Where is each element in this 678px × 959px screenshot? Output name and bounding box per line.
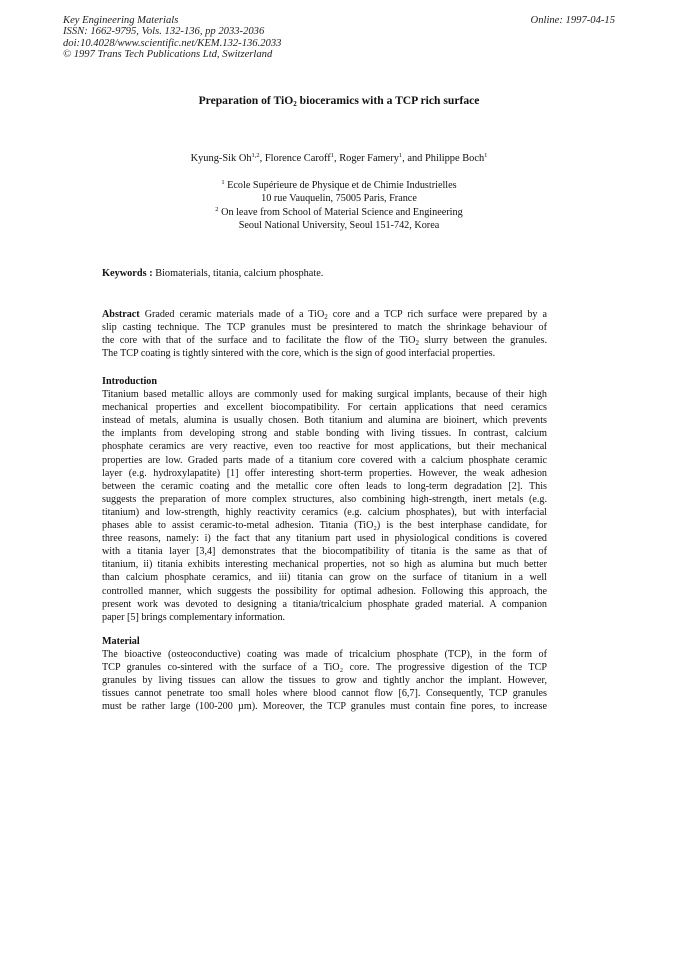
abstract-text: the core with that of the surface and to facilitate the flow of the TiO bbox=[102, 335, 416, 347]
body-line: present work was devoted to designing a titania/tricalcium phosphate graded material. A companion bbox=[102, 598, 547, 610]
affiliation-2-line-1 bbox=[0, 206, 678, 219]
body-line: Titanium based metallic alloys are commonly used for making surgical implants, because of their high bbox=[102, 389, 547, 401]
author-affil-mark: 1 bbox=[398, 152, 403, 159]
author-separator: , and bbox=[402, 153, 425, 164]
abstract bbox=[102, 308, 547, 360]
author-separator: , bbox=[259, 153, 265, 164]
affil-mark: 2 bbox=[215, 205, 219, 213]
body-line: controlled manner, which suggests the possibility for optimal adhesion. Following this approach, the bbox=[102, 585, 547, 597]
affil-mark: 1 bbox=[221, 179, 225, 186]
body-line: the implants from developing strong and stable bonding with living tissues. In contrast, calcium bbox=[102, 428, 547, 440]
author bbox=[425, 153, 487, 164]
affil-text: Ecole Supérieure de Physique et de Chimie Industrielles bbox=[224, 180, 457, 191]
author-name: Philippe Boch bbox=[424, 153, 485, 164]
journal-copyright: © 1997 Trans Tech Publications Ltd, Switzerland bbox=[63, 49, 273, 61]
journal-name: Key Engineering Materials bbox=[63, 15, 179, 26]
author-affil-mark: 1 bbox=[484, 152, 488, 159]
abstract-text: slurry between the granules. bbox=[418, 335, 547, 347]
journal-header bbox=[63, 15, 281, 61]
paper-title bbox=[0, 94, 678, 107]
body-line: than calcium phosphate ceramics, and iii) titania can grow on the surface of titanium in a well bbox=[102, 572, 547, 584]
abstract-subscript: 2 bbox=[324, 313, 328, 321]
keywords-label: Keywords : bbox=[102, 268, 156, 279]
body-line: titanium, ii) titania exhibits interesting mechanical properties, not so high as alumina but much better bbox=[102, 559, 547, 571]
abstract-text: Graded ceramic materials made of a TiO bbox=[139, 309, 325, 320]
abstract-text: core and a TCP rich surface were prepared by a bbox=[327, 309, 547, 320]
author-separator: , bbox=[333, 153, 340, 164]
abstract-line bbox=[102, 308, 547, 321]
body-line: must be rather large (100-200 µm). Moreover, the TCP granules must contain fine pores, to increase bbox=[102, 701, 547, 713]
introduction-heading: Introduction bbox=[102, 376, 157, 387]
author-name: Kyung-Sik Oh bbox=[190, 153, 252, 164]
author-list bbox=[0, 153, 678, 164]
body-line: three reasons, namely: i) the fact that any titanium part used in physiological conditions is covered bbox=[102, 533, 547, 545]
introduction-section bbox=[102, 375, 547, 624]
journal-issn: ISSN: 1662-9795, Vols. 132-136, pp 2033-2036 bbox=[63, 26, 265, 38]
keywords bbox=[102, 268, 323, 279]
body-line: TCP granules co-sintered with the surface of a TiO₂ core. The progressive digestion of the TCP bbox=[102, 662, 547, 674]
author-affil-mark: 1 bbox=[330, 152, 334, 159]
body-line: with a titania layer [3,4] demonstrates that the biocompatibility of titania is the same as that of bbox=[102, 546, 547, 558]
author bbox=[265, 153, 339, 164]
affil-text: On leave from School of Material Science and Engineering bbox=[218, 206, 463, 218]
abstract-line bbox=[102, 334, 547, 347]
body-line: instead of metals, alumina is usually chosen. Both titanium and alumina are bioinert, which prevents bbox=[102, 415, 547, 427]
body-line: granules by living tissues can allow the tissues to grow and tightly anchor the implant. However, bbox=[102, 675, 547, 687]
material-section bbox=[102, 635, 547, 714]
body-line: paper [5] brings complementary information. bbox=[102, 611, 286, 623]
affiliation-2-line-2: Seoul National University, Seoul 151-742, Korea bbox=[238, 220, 440, 232]
body-line: phases able to assist ceramic-to-metal adhesion. Titania (TiO₂) is the best interphase candidate, for bbox=[102, 520, 547, 532]
title-text-b: bioceramics with a TCP rich surface bbox=[296, 94, 480, 107]
author bbox=[339, 153, 425, 164]
body-line: The bioactive (osteoconductive) coating was made of tricalcium phosphate (TCP), in the form of bbox=[102, 649, 547, 661]
affiliations bbox=[0, 179, 678, 233]
body-line: layer (e.g. hydroxylapatite) [1] offer interesting short-term properties. However, the weak adhesion bbox=[102, 467, 547, 479]
body-line: between the ceramic coating and the metallic core often leads to long-term degradation [2]. This bbox=[102, 480, 547, 492]
keywords-text: Biomaterials, titania, calcium phosphate. bbox=[155, 268, 324, 279]
title-text-a: Preparation of TiO bbox=[198, 94, 294, 107]
abstract-line: The TCP coating is tightly sintered with the core, which is the sign of good interfacial properties. bbox=[102, 348, 496, 360]
affiliation-1-line-2: 10 rue Vauquelin, 75005 Paris, France bbox=[261, 193, 417, 205]
author bbox=[191, 153, 265, 164]
title-subscript: 2 bbox=[293, 100, 297, 108]
author-name: Florence Caroff bbox=[264, 153, 331, 164]
body-line: titanium) and low-strength, highly reactivity ceramics (e.g. calcium phosphates), but with interfacial bbox=[102, 506, 547, 518]
online-date: Online: 1997-04-15 bbox=[530, 15, 615, 26]
affiliation-1-line-1 bbox=[0, 179, 678, 192]
author-name: Roger Famery bbox=[339, 153, 399, 164]
body-line: properties are low. Graded parts made of a titanium core covered with a calcium phosphate ceramic bbox=[102, 454, 547, 466]
abstract-subscript: 2 bbox=[415, 339, 419, 348]
material-heading: Material bbox=[102, 636, 140, 647]
abstract-label: Abstract bbox=[102, 309, 140, 320]
body-line: suggests the preparation of more complex structures, also combining high-strength, inert metals (e.g. bbox=[102, 493, 547, 505]
body-line: mechanical properties and excellent biocompatibility. For certain applications that need ceramics bbox=[102, 402, 547, 414]
body-line: tissues cannot penetrate too small holes where blood cannot flow [6,7]. Consequently, TCP granules bbox=[102, 688, 547, 700]
body-line: phosphate ceramics are very reactive, even too reactive for most applications, but their mechanical bbox=[102, 441, 547, 453]
journal-doi: doi:10.4028/www.scientific.net/KEM.132-136.2033 bbox=[63, 37, 282, 49]
author-affil-mark: 1,2 bbox=[251, 152, 260, 159]
abstract-line: slip casting technique. The TCP granules must be presintered to match the shrinkage behaviour of bbox=[102, 322, 547, 334]
